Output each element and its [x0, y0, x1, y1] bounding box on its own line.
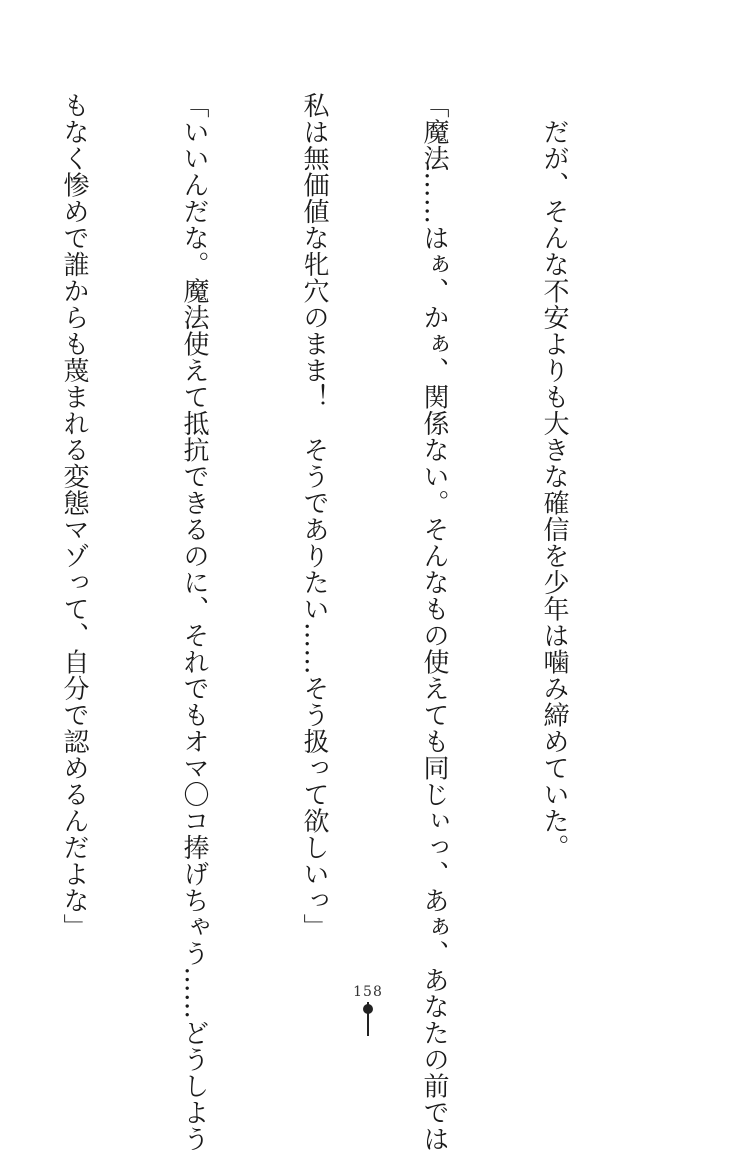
page-number: 158: [353, 984, 383, 1000]
page-marker-dot: [363, 1004, 373, 1014]
text-line: もなく惨めで誰からも蔑まれる変態マゾって、自分で認めるんだよな」: [59, 92, 89, 940]
text-line: 「いいんだな。魔法使えて抵抗できるのに、それでもオマ〇コ捧げちゃう……どうしよう: [179, 92, 209, 1152]
text-line: だが、そんな不安よりも大きな確信を少年は噛み締めていた。: [539, 92, 569, 861]
text-line: 「魔法……はぁ、かぁ、関係ない。そんなもの使えても同じぃっ、あぁ、あなたの前では: [419, 92, 449, 1152]
text-line: 私は無価値な牝穴のまま！ そうでありたい……そう扱って欲しいっ」: [299, 92, 329, 940]
